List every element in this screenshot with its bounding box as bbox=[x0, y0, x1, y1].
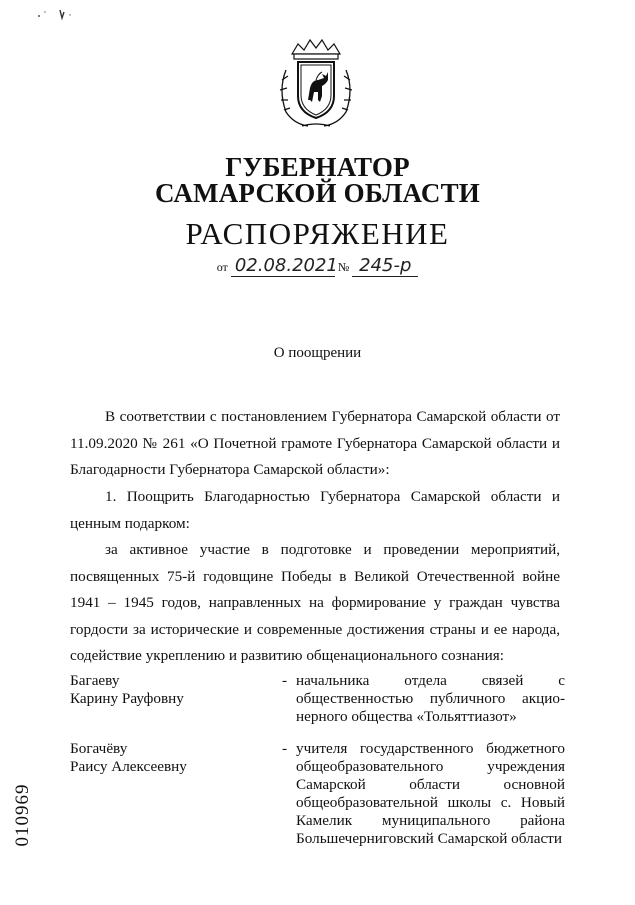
handwritten-number: 245-р bbox=[352, 256, 418, 277]
awardee-given-names: Карину Рауфовну bbox=[70, 690, 184, 707]
entry-dash: - bbox=[282, 740, 288, 757]
document-type: РАСПОРЯЖЕНИЕ bbox=[185, 216, 450, 251]
awardee-surname: Багаеву bbox=[70, 672, 120, 689]
awardee-given-names: Раису Алексеевну bbox=[70, 758, 187, 775]
registration-number-text: 010969 bbox=[12, 783, 33, 847]
issuer-title-line1: ГУБЕРНАТОР bbox=[225, 152, 410, 182]
coat-of-arms-icon bbox=[272, 30, 360, 130]
awardee-position: учителя государственного бюджетного общеобразовательного учреждения Самарской области основной общеобразовательной школы с. Новый Камелик муниципального района Большечерниговский Самарской области bbox=[296, 740, 565, 847]
awardee-name bbox=[70, 740, 270, 776]
intro-text: В соответствии с постановлением Губернатора Самарской области от 11.09.2020 № 261 «О Почетной грамоте Губернатора Самарской области и Благодарности Губернатора Самарской области»: bbox=[70, 408, 560, 478]
point-1-paragraph bbox=[70, 484, 560, 537]
date-prefix: от bbox=[216, 260, 228, 274]
document-subject: О поощрении bbox=[273, 345, 362, 361]
intro-paragraph bbox=[70, 404, 560, 484]
number-prefix: № bbox=[337, 260, 350, 274]
awardee-position: начальника отдела связей с общественностью публичного акцио-нерного общества «Тольяттиазот» bbox=[296, 672, 565, 725]
reason-text: за активное участие в подготовке и проведении мероприятий, посвященных 75-й годовщине Победы в Великой Отечественной войне 1941 – 1945 годов, направленных на формирование у граждан чувства гордости за исторические и современные достижения страны и ее народа, содействие укреплению и развитию общенационального сознания: bbox=[70, 541, 560, 664]
margin-registration-number bbox=[8, 770, 38, 860]
point-1-text: 1. Поощрить Благодарностью Губернатора Самарской области и ценным подарком: bbox=[70, 488, 560, 532]
scan-artifact bbox=[36, 6, 76, 22]
issuer-title-line2: САМАРСКОЙ ОБЛАСТИ bbox=[155, 178, 480, 208]
awardee-name bbox=[70, 672, 270, 708]
date-number-line bbox=[0, 256, 635, 277]
entry-dash: - bbox=[282, 672, 288, 689]
reason-paragraph bbox=[70, 537, 560, 670]
handwritten-date: 02.08.2021 bbox=[231, 256, 335, 277]
awardee-surname: Богачёву bbox=[70, 740, 128, 757]
